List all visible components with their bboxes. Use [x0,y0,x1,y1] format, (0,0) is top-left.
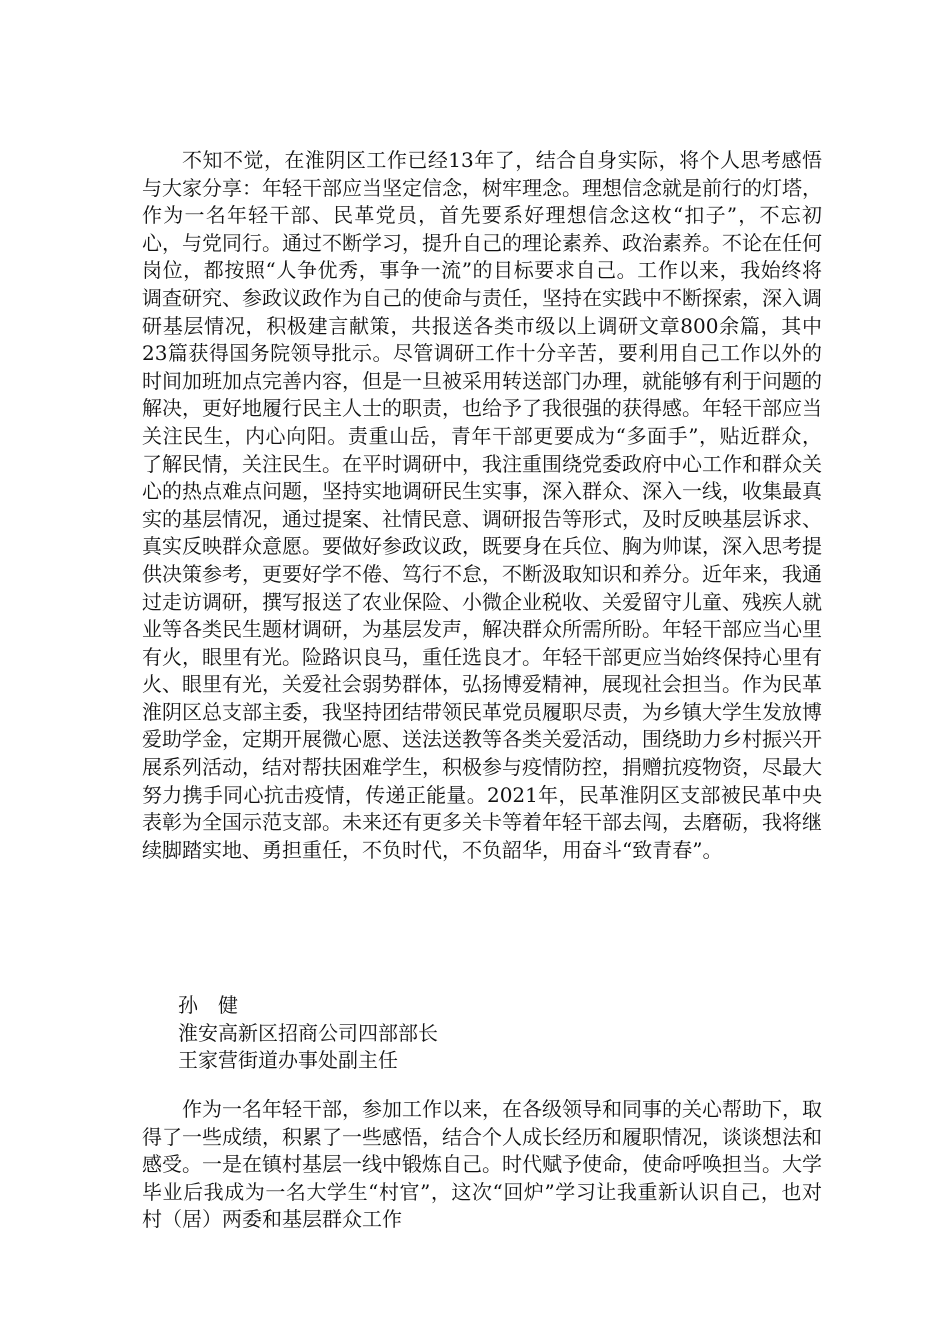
author-title-1: 淮安高新区招商公司四部部长 [178,1020,438,1045]
body-paragraph-1: 不知不觉，在淮阴区工作已经13年了，结合自身实际，将个人思考感悟与大家分享：年轻干部应当坚定信念，树牢理念。理想信念就是前行的灯塔，作为一名年轻干部、民革党员，首先要系好理想信念这枚“扣子”，不忘初心，与党同行。通过不断学习，提升自己的理论素养、政治素养。不论在任何岗位，都按照“人争优秀，事争一流”的目标要求自己。工作以来，我始终将调查研究、参政议政作为自己的使命与责任，坚持在实践中不断探索，深入调研基层情况，积极建言献策，共报送各类市级以上调研文章800余篇，其中23篇获得国务院领导批示。尽管调研工作十分辛苦，要利用自己工作以外的时间加班加点完善内容，但是一旦被采用转送部门办理，就能够有利于问题的解决，更好地履行民主人士的职责，也给予了我很强的获得感。年轻干部应当关注民生，内心向阳。责重山岳，青年干部更要成为“多面手”，贴近群众，了解民情，关注民生。在平时调研中，我注重围绕党委政府中心工作和群众关心的热点难点问题，坚持实地调研民生实事，深入群众、深入一线，收集最真实的基层情况，通过提案、社情民意、调研报告等形式，及时反映基层诉求、真实反映群众意愿。要做好参政议政，既要身在兵位、胸为帅谋，深入思考提供决策参考，更要好学不倦、笃行不怠，不断汲取知识和养分。近年来，我通过走访调研，撰写报送了农业保险、小微企业税收、关爱留守儿童、残疾人就业等各类民生题材调研，为基层发声，解决群众所需所盼。年轻干部应当心里有火，眼里有光。险路识良马，重任选良才。年轻干部更应当始终保持心里有火、眼里有光，关爱社会弱势群体，弘扬博爱精神，展现社会担当。作为民革淮阴区总支部主委，我坚持团结带领民革党员履职尽责，为乡镇大学生发放博爱助学金，定期开展微心愿、送法送教等各类关爱活动，围绕助力乡村振兴开展系列活动，结对帮扶困难学生，积极参与疫情防控，捐赠抗疫物资，尽最大努力携手同心抗击疫情，传递正能量。2021年，民革淮阴区支部被民革中央表彰为全国示范支部。未来还有更多关卡等着年轻干部去闯，去磨砺，我将继续脚踏实地、勇担重任，不负时代，不负韶华，用奋斗“致青春”。 [142,148,822,862]
author-title-2: 王家营街道办事处副主任 [178,1048,398,1073]
author-info [178,992,438,1075]
author-name: 孙 健 [178,993,238,1017]
body-paragraph-2: 作为一名年轻干部，参加工作以来，在各级领导和同事的关心帮助下，取得了一些成绩，积累了一些感悟，结合个人成长经历和履职情况，谈谈想法和感受。一是在镇村基层一线中锻炼自己。时代赋予使命，使命呼唤担当。大学毕业后我成为一名大学生“村官”，这次“回炉”学习让我重新认识自己，也对村（居）两委和基层群众工作 [142,1097,822,1232]
